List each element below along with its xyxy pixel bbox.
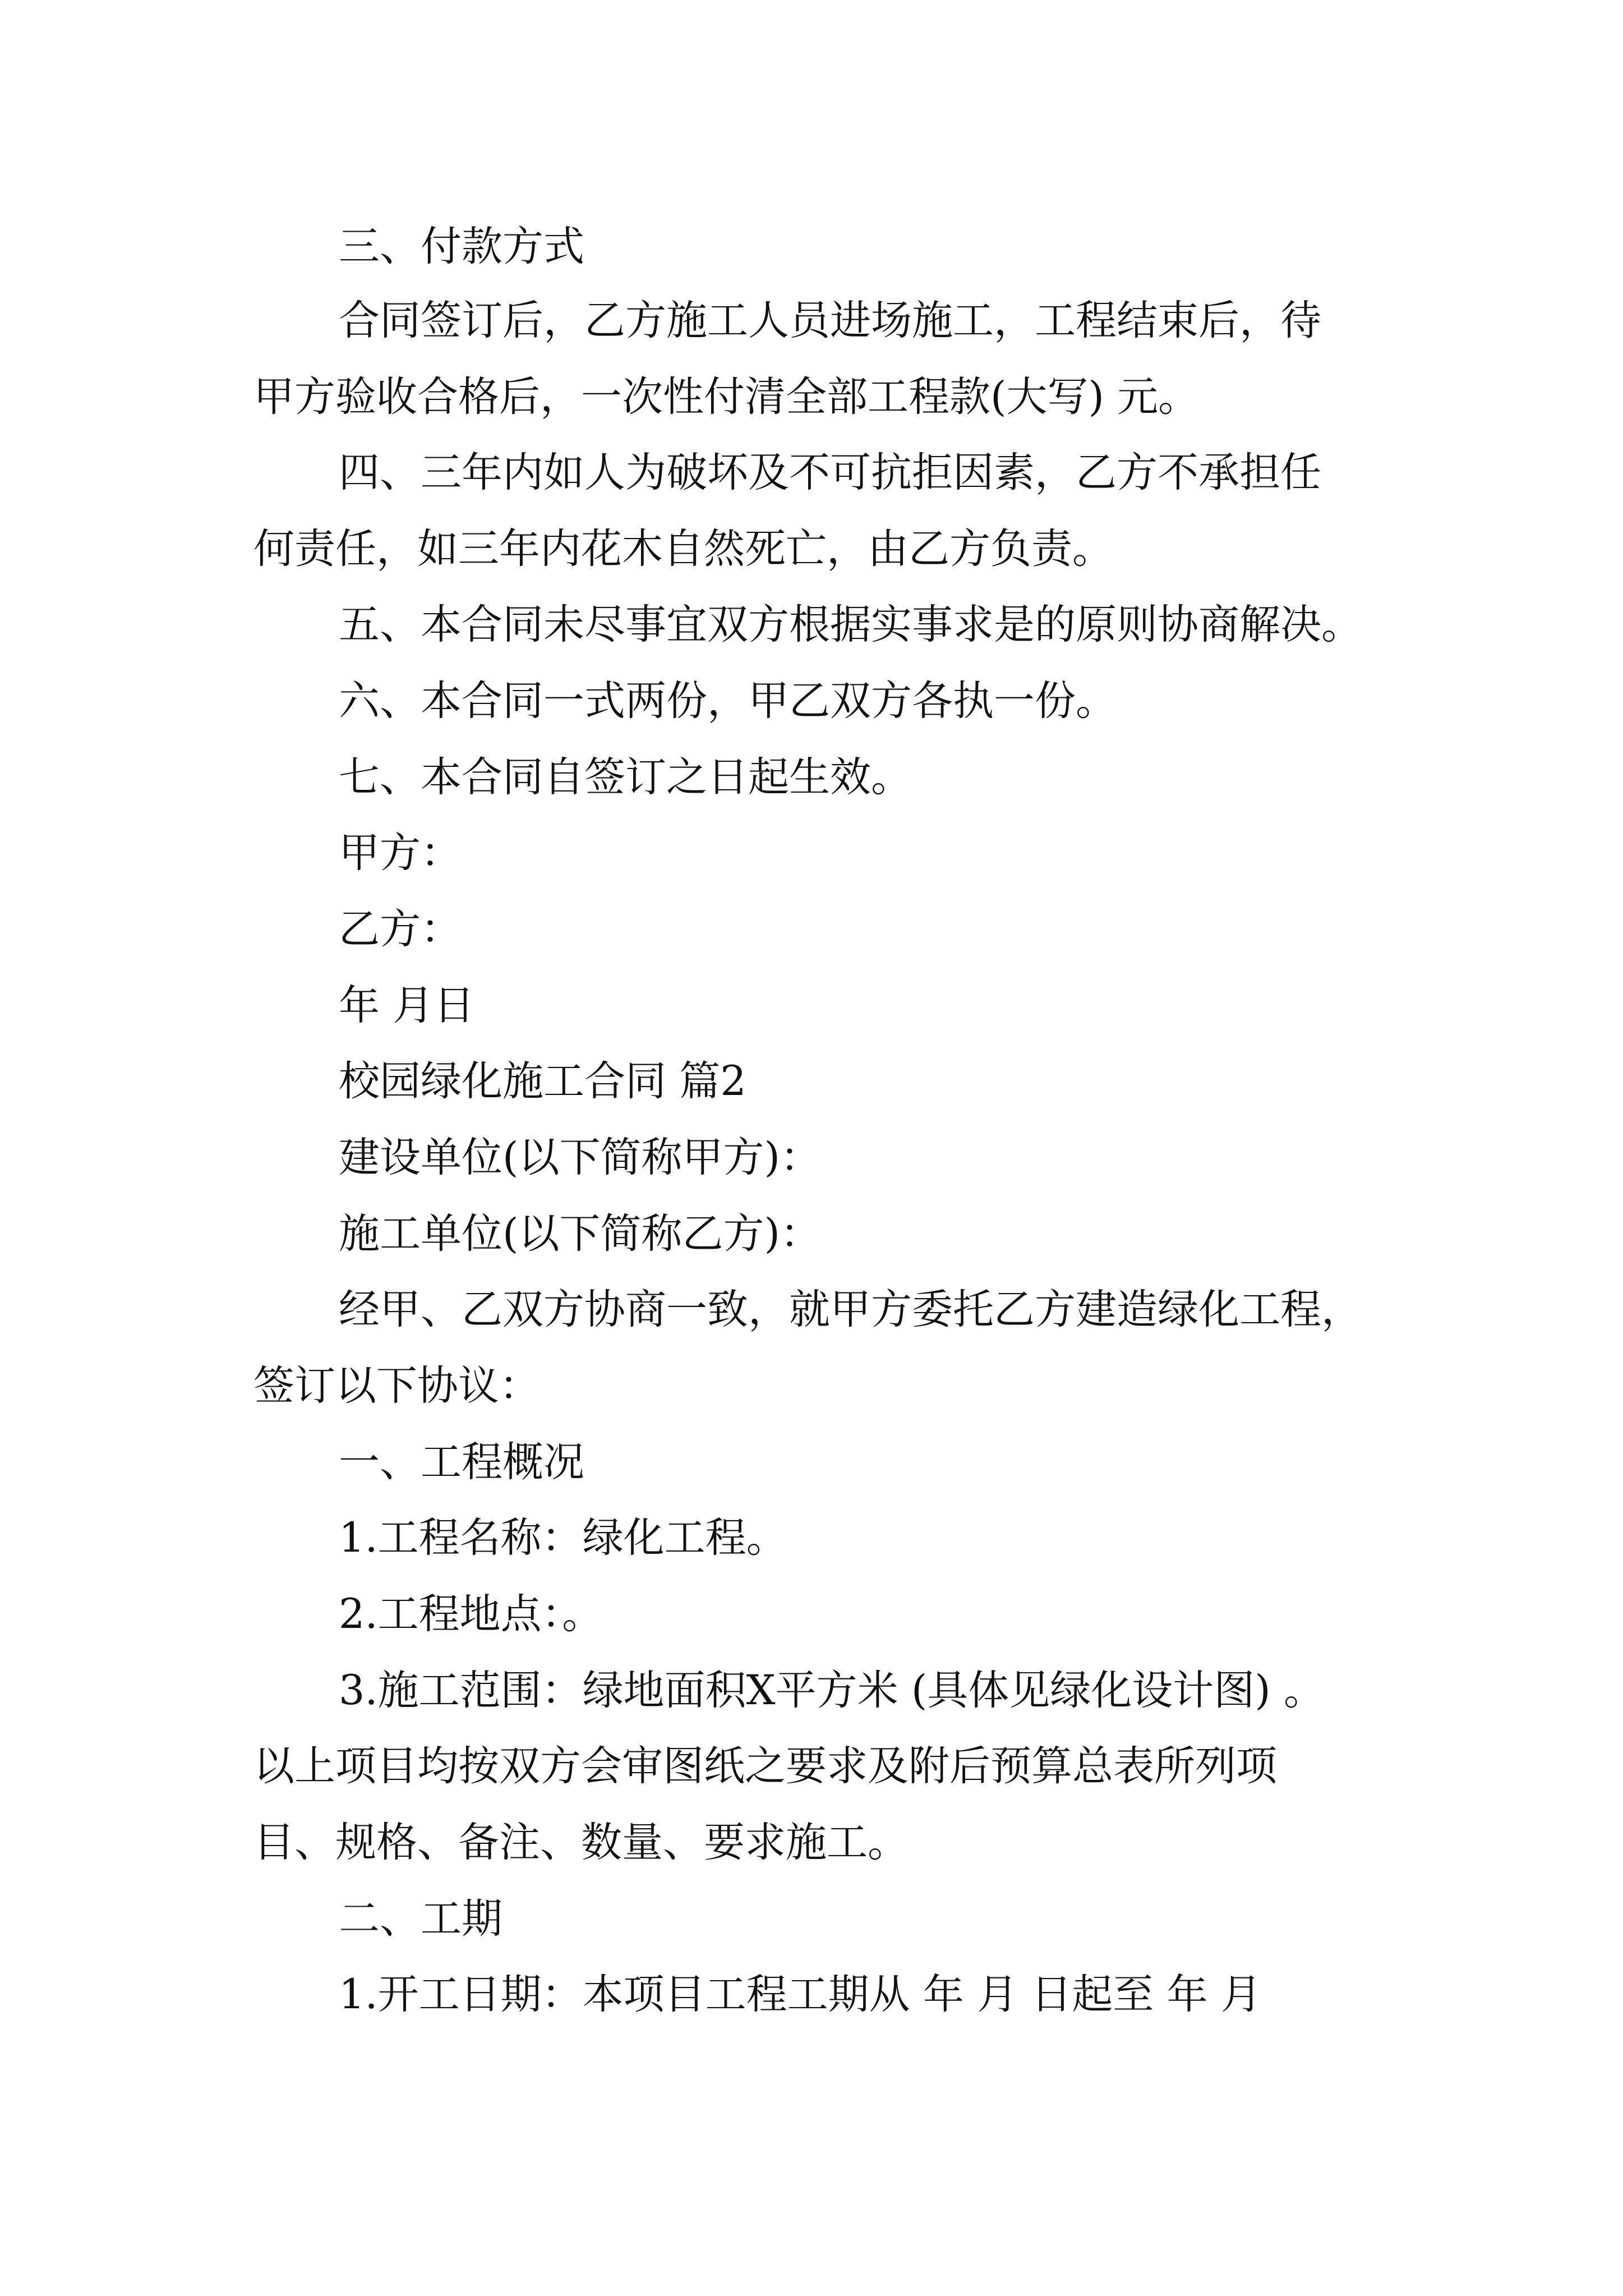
section-heading-payment: 三、付款方式: [339, 223, 584, 270]
paragraph-line: 经甲、乙双方协商一致，就甲方委托乙方建造绿化工程，: [339, 1286, 1362, 1333]
paragraph-line: 合同签订后，乙方施工人员进场施工，工程结束后，待: [339, 297, 1321, 344]
list-item: 2.工程地点：。: [339, 1590, 603, 1638]
contractor-unit-line: 施工单位(以下简称乙方)：: [339, 1210, 821, 1258]
party-a-signature-label: 甲方：: [339, 829, 462, 877]
contract-title: 校园绿化施工合同 篇2: [339, 1057, 746, 1105]
paragraph-line: 四、三年内如人为破坏及不可抗拒因素，乙方不承担任: [339, 449, 1321, 496]
paragraph-line: 签订以下协议：: [253, 1362, 540, 1410]
section-heading-schedule: 二、工期: [339, 1895, 502, 1943]
date-line: 年 月日: [339, 982, 475, 1029]
list-item: 1.工程名称：绿化工程。: [339, 1514, 787, 1562]
paragraph-line: 六、本合同一式两份，甲乙双方各执一份。: [339, 677, 1117, 725]
paragraph-line: 以上项目均按双方会审图纸之要求及附后预算总表所列项: [253, 1742, 1277, 1790]
construction-unit-line: 建设单位(以下简称甲方)：: [339, 1134, 821, 1181]
party-b-signature-label: 乙方：: [339, 905, 462, 953]
paragraph-line: 七、本合同自签订之日起生效。: [339, 753, 912, 801]
paragraph-line: 甲方验收合格后，一次性付清全部工程款(大写) 元。: [253, 373, 1200, 421]
list-item: 3.施工范围：绿地面积X平方米 (具体见绿化设计图) 。: [339, 1667, 1325, 1714]
paragraph-line: 目、规格、备注、数量、要求施工。: [253, 1819, 909, 1866]
list-item: 1.开工日期：本项目工程工期从 年 月 日起至 年 月: [339, 1971, 1262, 2018]
section-heading-overview: 一、工程概况: [339, 1438, 584, 1486]
paragraph-line: 何责任，如三年内花木自然死亡，由乙方负责。: [253, 525, 1113, 573]
paragraph-line: 五、本合同未尽事宜双方根据实事求是的原则协商解决。: [339, 601, 1362, 648]
